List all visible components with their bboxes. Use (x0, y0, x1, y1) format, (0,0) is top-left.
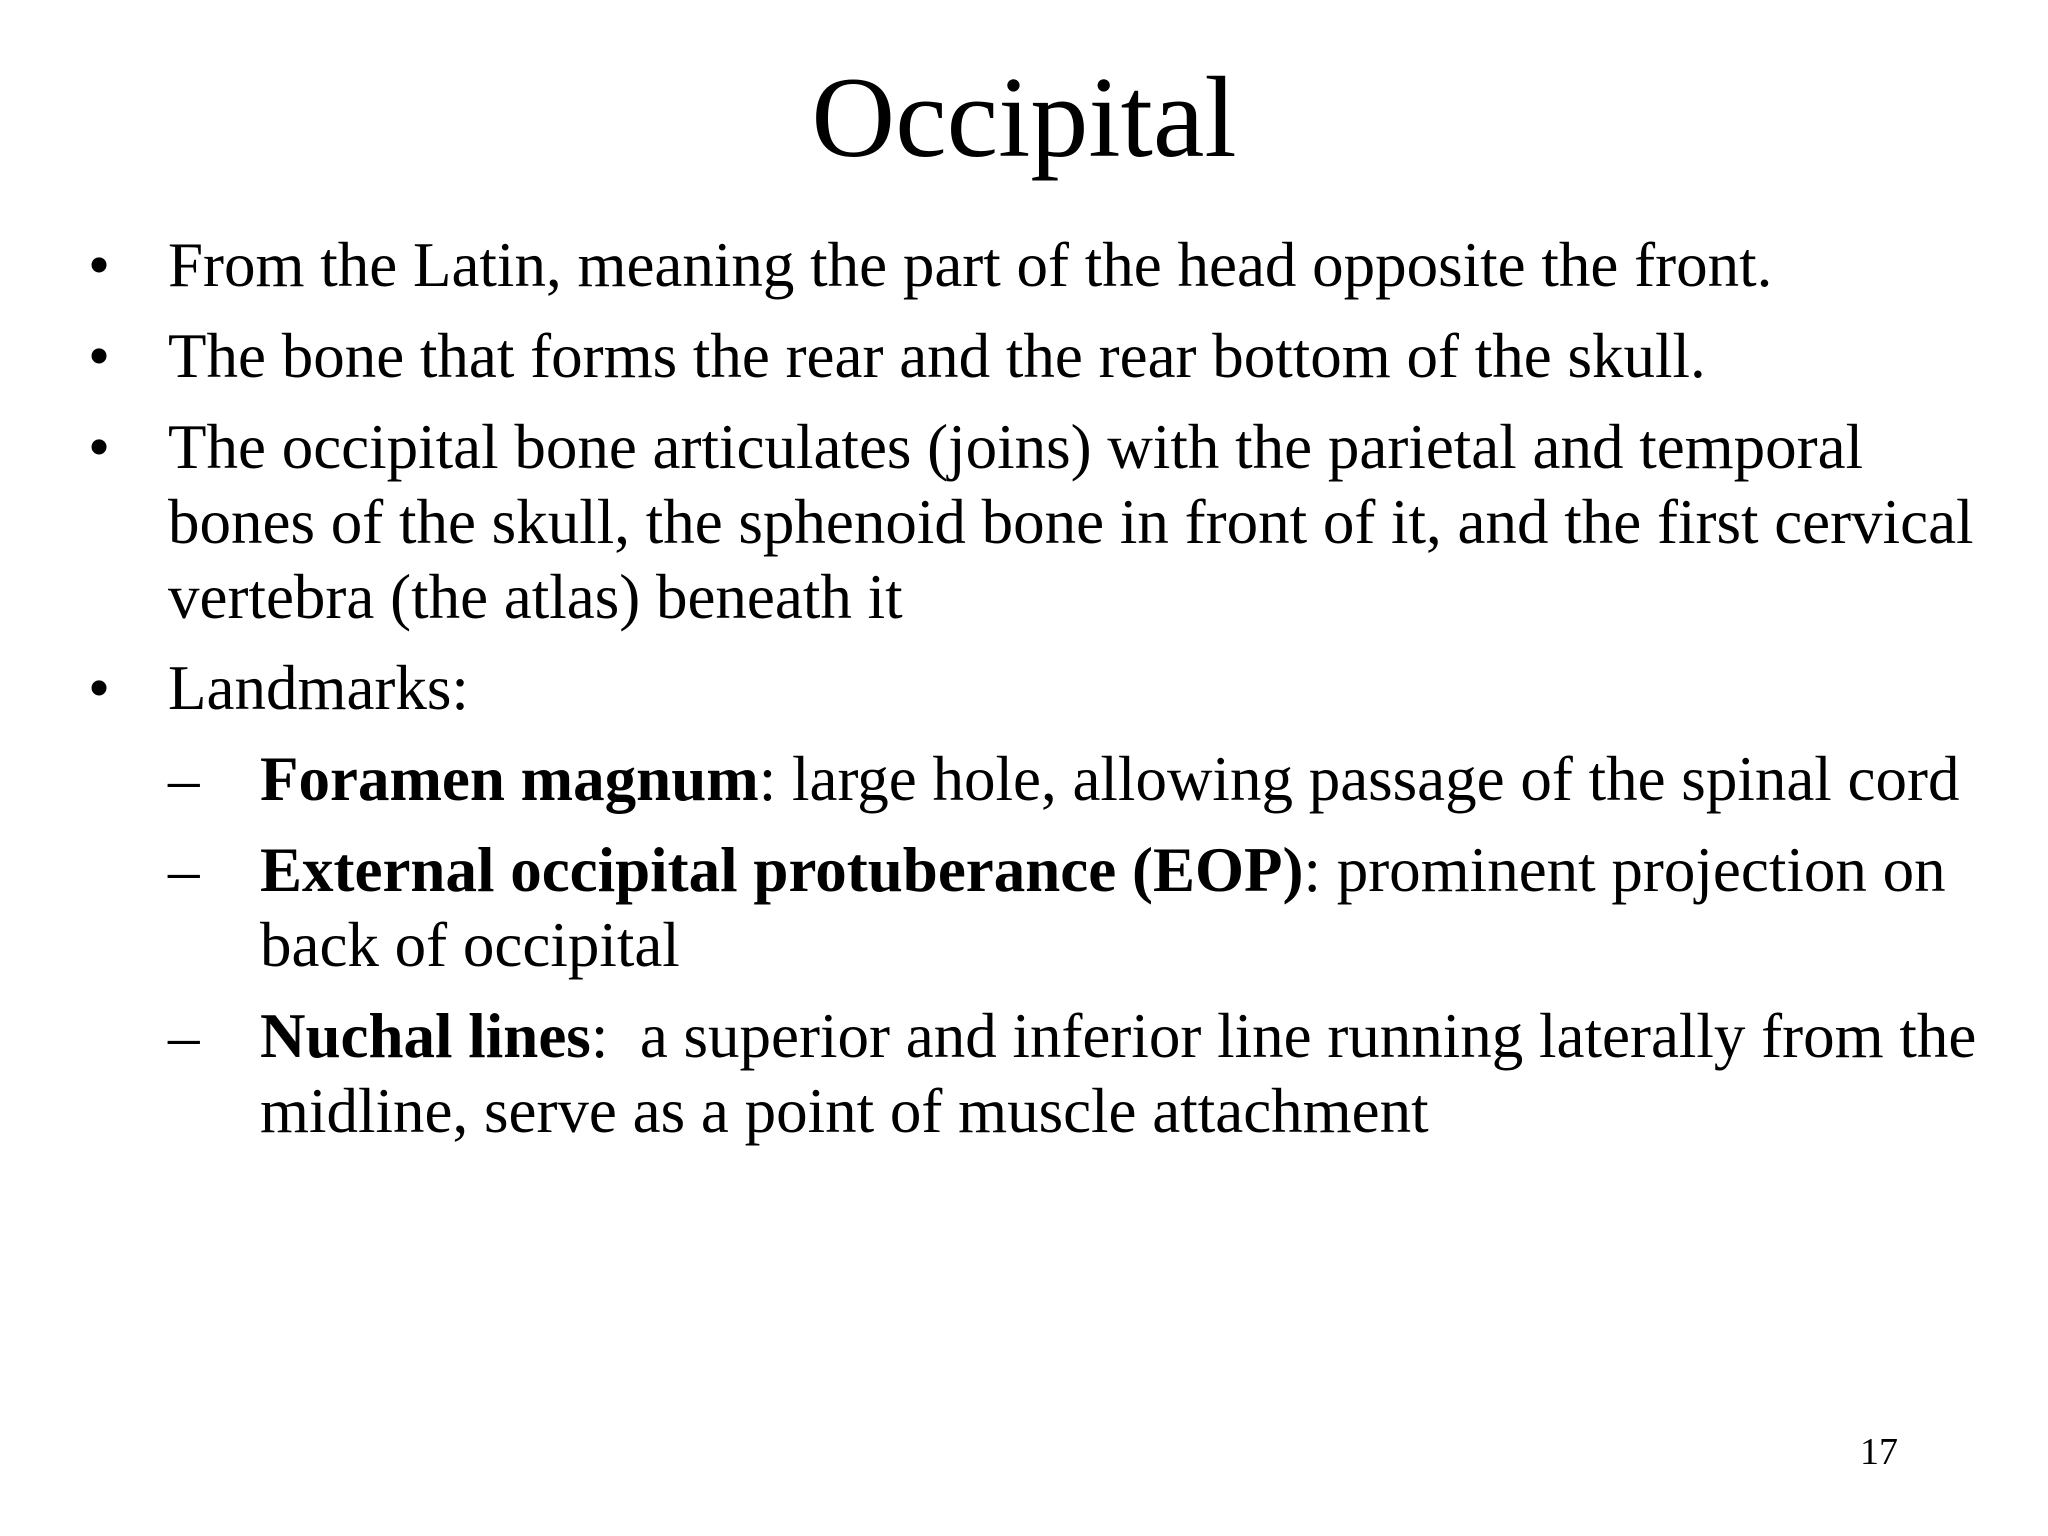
landmark-separator: : (1303, 835, 1337, 905)
bullet-item (88, 410, 1988, 635)
landmark-term: Foramen magnum (260, 744, 759, 814)
bullet-item-landmarks (88, 651, 1988, 1149)
bullet-text: Landmarks: (168, 653, 469, 723)
bullet-icon: • (88, 321, 111, 391)
landmark-description: prominent projection on back of occipital (260, 835, 1946, 980)
landmark-description: large hole, allowing passage of the spinal cord (791, 744, 1960, 814)
dash-icon: – (168, 744, 200, 814)
bullet-item (88, 228, 1988, 303)
bullet-list (88, 228, 1988, 1149)
slide-body (88, 228, 1988, 1165)
landmark-item (168, 742, 1988, 817)
landmark-item (168, 833, 1988, 983)
bullet-icon: • (88, 653, 111, 723)
landmark-description: a superior and inferior line running laterally from the midline, serve as a point of muscle attachment (260, 1001, 1977, 1146)
page-number: 17 (1860, 1431, 1898, 1473)
bullet-text: The bone that forms the rear and the rear bottom of the skull. (168, 321, 1706, 391)
bullet-text: From the Latin, meaning the part of the head opposite the front. (168, 230, 1773, 300)
landmark-item (168, 999, 1988, 1149)
slide-title: Occipital (811, 54, 1237, 182)
bullet-item (88, 319, 1988, 394)
bullet-icon: • (88, 230, 111, 300)
landmark-list (168, 742, 1988, 1149)
dash-icon: – (168, 1001, 200, 1071)
landmark-term: Nuchal lines (260, 1001, 591, 1071)
dash-icon: – (168, 835, 200, 905)
landmark-separator: : (590, 1001, 640, 1071)
landmark-separator: : (758, 744, 792, 814)
bullet-text: The occipital bone articulates (joins) with the parietal and temporal bones of the skull, the sphenoid bone in front of it, and the first cervical vertebra (the atlas) beneath it (168, 412, 1974, 632)
landmark-term: External occipital protuberance (EOP) (260, 835, 1304, 905)
bullet-icon: • (88, 412, 111, 482)
